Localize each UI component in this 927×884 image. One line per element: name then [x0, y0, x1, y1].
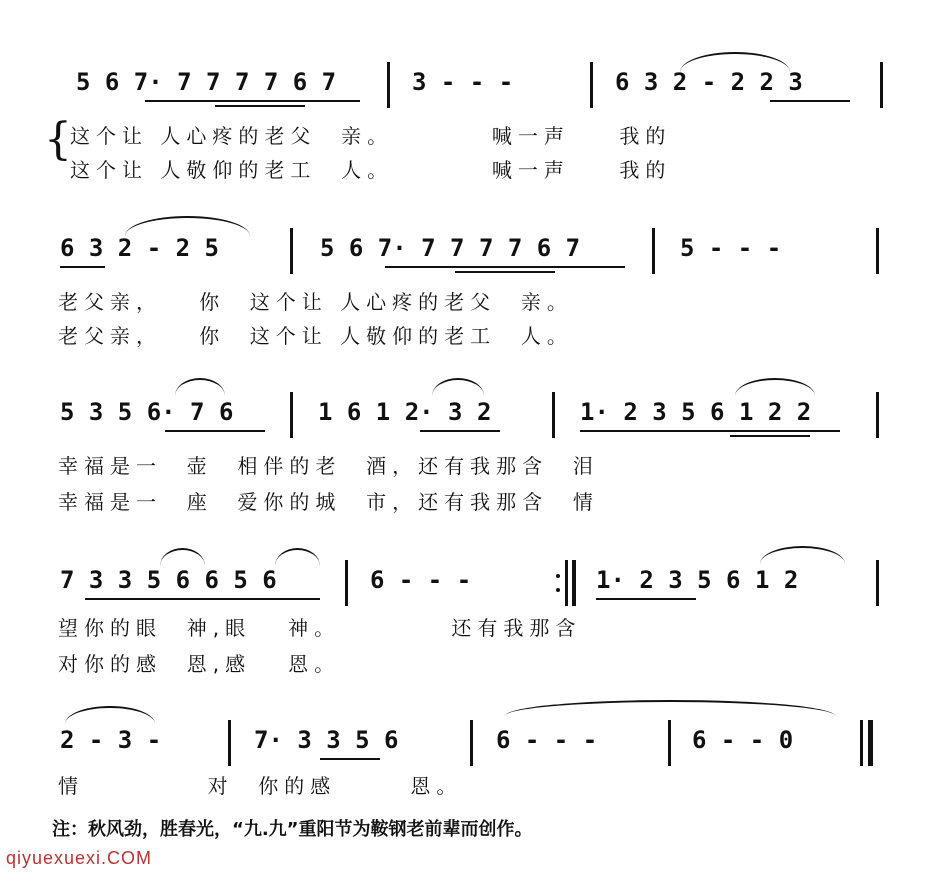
beam	[85, 598, 320, 600]
tie-slur	[160, 548, 205, 566]
tie-slur	[175, 378, 225, 396]
lyric-line: 这个让 人心疼的老父 亲。 喊一声 我的	[70, 124, 672, 148]
verse-brace: {	[44, 114, 72, 165]
tie-slur	[65, 706, 155, 724]
lyric-line: 老父亲， 你 这个让 人心疼的老父 亲。	[58, 290, 573, 314]
tie-slur	[505, 700, 835, 716]
beam	[420, 430, 500, 432]
lyric-line: 这个让 人敬仰的老工 人。 喊一声 我的	[70, 158, 672, 182]
repeat-dot	[556, 574, 560, 578]
beam	[145, 100, 360, 102]
measure-3-2: 1 6 1 2· 3 2	[318, 398, 492, 426]
beam	[455, 271, 555, 273]
footnote: 注：秋风劲，胜春光，“九.九”重阳节为鞍钢老前辈而创作。	[52, 819, 533, 840]
measure-4-1: 7 3 3 5 6 6 5 6	[60, 566, 277, 594]
repeat-end-barline	[565, 560, 568, 606]
measure-2-2: 5 6 7· 7 7 7 7 6 7	[320, 234, 581, 262]
measure-5-4: 6 - - 0	[692, 726, 794, 754]
beam	[730, 435, 810, 437]
measure-2-3: 5 - - -	[680, 234, 782, 262]
barline	[470, 720, 473, 766]
measure-5-3: 6 - - -	[496, 726, 598, 754]
tie-slur	[432, 378, 484, 396]
barline	[876, 560, 879, 606]
barline	[228, 720, 231, 766]
barline	[590, 62, 593, 108]
barline	[290, 228, 293, 274]
beam	[385, 266, 625, 268]
barline	[876, 228, 879, 274]
final-barline	[868, 720, 873, 766]
measure-1-1: 5 6 7· 7 7 7 7 6 7	[76, 68, 337, 96]
tie-slur	[735, 378, 815, 396]
barline	[876, 392, 879, 438]
barline	[668, 720, 671, 766]
lyric-line: 老父亲， 你 这个让 人敬仰的老工 人。	[58, 324, 573, 348]
beam	[596, 598, 696, 600]
measure-1-3: 6 3 2 - 2 2 3	[615, 68, 803, 96]
tie-slur	[680, 52, 790, 72]
measure-4-2: 6 - - -	[370, 566, 472, 594]
barline	[290, 392, 293, 438]
measure-5-2: 7· 3 3 5 6	[254, 726, 399, 754]
beam	[770, 100, 850, 102]
barline	[387, 62, 390, 108]
tie-slur	[275, 548, 320, 566]
barline	[652, 228, 655, 274]
final-barline	[860, 720, 863, 766]
barline	[345, 560, 348, 606]
watermark: qiyuexuexi.COM	[6, 848, 153, 868]
repeat-dot	[556, 588, 560, 592]
lyric-line: 幸福是一 座 爱你的城 市，还有我那含 情	[58, 490, 599, 514]
lyric-line: 情 对 你的感 恩。	[58, 774, 463, 798]
beam	[165, 430, 265, 432]
lyric-line: 幸福是一 壶 相伴的老 酒，还有我那含 泪	[58, 454, 599, 478]
barline	[552, 392, 555, 438]
measure-2-1: 6 3 2 - 2 5	[60, 234, 219, 262]
beam	[320, 758, 380, 760]
repeat-end-barline	[572, 560, 576, 606]
measure-3-1: 5 3 5 6· 7 6	[60, 398, 234, 426]
measure-4-3: 1· 2 3 5 6 1 2	[596, 566, 799, 594]
lyric-line: 对你的感 恩,感 恩。	[58, 652, 341, 676]
beam	[215, 105, 305, 107]
lyric-line: 望你的眼 神,眼 神。 还有我那含	[58, 616, 582, 640]
measure-5-1: 2 - 3 -	[60, 726, 162, 754]
beam	[580, 430, 840, 432]
measure-3-3: 1· 2 3 5 6 1 2 2	[580, 398, 812, 426]
tie-slur	[760, 546, 845, 564]
tie-slur	[125, 216, 250, 236]
barline	[880, 62, 883, 108]
measure-1-2: 3 - - -	[412, 68, 514, 96]
beam	[60, 266, 105, 268]
